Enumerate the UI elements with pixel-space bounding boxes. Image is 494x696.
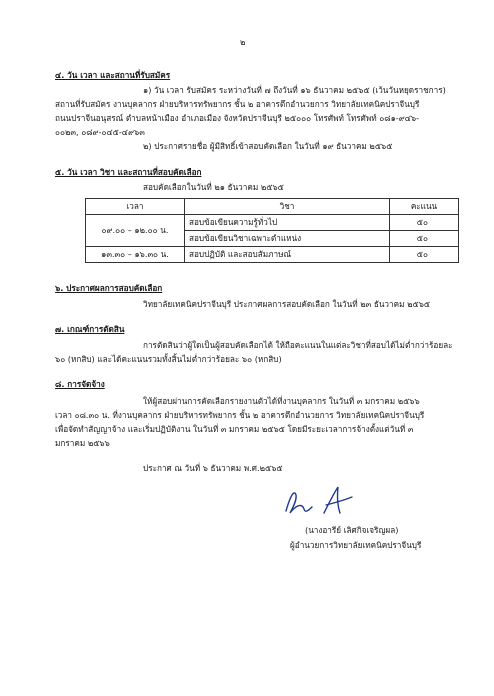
section-7-title xyxy=(55,323,124,335)
section-6-line-1: วิทยาลัยเทคนิคปราจีนบุรี ประกาศผลการสอบคัดเลือก ในวันที่ ๒๓ ธันวาคม ๒๕๖๕ xyxy=(143,299,431,309)
header-subject: วิชา xyxy=(185,199,390,215)
section-8-line-2: เวลา ๐๘.๓๐ น. ที่งานบุคลากร ฝ่ายบริหารทรัพยากร ชั้น ๒ อาคารตึกอำนวยการ วิทยาลัยเทคนิคปราจีนบุรี xyxy=(55,410,425,420)
section-6-title-text: ๖. ประกาศผลการสอบคัดเลือก xyxy=(55,283,163,293)
row-subject: สอบข้อเขียนวิชาเฉพาะตำแหน่ง xyxy=(185,231,390,247)
section-8-title xyxy=(55,378,105,390)
table-header-row xyxy=(86,199,459,215)
section-5-title-text: ๕. วัน เวลา วิชา และสถานที่สอบคัดเลือก xyxy=(55,167,202,177)
section-7-title-text: ๗. เกณฑ์การตัดสิน xyxy=(55,324,125,334)
table-row xyxy=(86,215,459,231)
section-4-item-2: ๒) ประกาศรายชื่อ ผู้มีสิทธิ์เข้าสอบคัดเลือก ในวันที่ ๑๙ ธันวาคม ๒๕๖๕ xyxy=(143,141,393,151)
section-4-title-text: ๔. วัน เวลา และสถานที่รับสมัคร xyxy=(55,70,171,80)
section-4-line-2: สถานที่รับสมัคร งานบุคลากร ฝ่ายบริหารทรัพยากร ชั้น ๒ อาคารตึกอำนวยการ วิทยาลัยเทคนิคปราจีนบุรี xyxy=(55,99,420,109)
row-score: ๕๐ xyxy=(390,231,459,247)
row-time: ๐๙.๐๐ – ๑๒.๐๐ น. xyxy=(86,215,185,247)
row-subject: สอบปฏิบัติ และสอบสัมภาษณ์ xyxy=(185,247,390,263)
section-7-line-1: การตัดสินว่าผู้ใดเป็นผู้สอบคัดเลือกได้ ให้ถือคะแนนในแต่ละวิชาที่สอบได้ไม่ต่ำกว่าร้อยละ xyxy=(143,340,453,350)
section-8-line-3: เพื่อจัดทำสัญญาจ้าง และเริ่มปฏิบัติงาน ในวันที่ ๓ มกราคม ๒๕๖๕ โดยมีระยะเวลาการจ้างตั้งแต่วันที่ ๓ xyxy=(55,424,414,434)
handwritten-signature xyxy=(280,483,360,523)
section-4-line-3: ถนนปราจีนอนุสรณ์ ตำบลหน้าเมือง อำเภอเมือง จังหวัดปราจีนบุรี ๒๕๐๐๐ โทรศัพท์ โทรศัพท์ ๐๘๑-๙๔๖- xyxy=(55,113,420,123)
row-time: ๑๓.๓๐ – ๑๖.๓๐ น. xyxy=(86,247,185,263)
row-score: ๕๐ xyxy=(390,215,459,231)
section-7-line-2: ๖๐ (หกสิบ) และได้คะแนนรวมทั้งสิ้นไม่ต่ำกว่าร้อยละ ๖๐ (หกสิบ) xyxy=(55,354,282,364)
section-4-title xyxy=(55,69,170,81)
section-5-title xyxy=(55,166,202,178)
header-time: เวลา xyxy=(86,199,185,215)
signer-title: ผู้อำนวยการวิทยาลัยเทคนิคปราจีนบุรี xyxy=(290,540,422,550)
section-8-line-1: ให้ผู้สอบผ่านการคัดเลือกรายงานตัวได้ที่งานบุคลากร ในวันที่ ๓ มกราคม ๒๕๖๖ xyxy=(143,396,420,406)
row-score: ๕๐ xyxy=(390,247,459,263)
header-score: คะแนน xyxy=(390,199,459,215)
page-number: ๒ xyxy=(240,37,246,47)
row-subject: สอบข้อเขียนความรู้ทั่วไป xyxy=(185,215,390,231)
announcement-date: ประกาศ ณ วันที่ ๖ ธันวาคม พ.ศ.๒๕๖๕ xyxy=(143,463,283,473)
exam-schedule-table xyxy=(85,198,459,263)
table-row xyxy=(86,247,459,263)
section-8-title-text: ๘. การจัดจ้าง xyxy=(55,379,105,389)
signer-name: (นางอารีย์ เลิศกิจเจริญผล) xyxy=(305,525,399,535)
section-4-item-1: ๑) วัน เวลา รับสมัคร ระหว่างวันที่ ๗ ถึงวันที่ ๑๖ ธันวาคม ๒๕๖๕ (เว้นวันหยุดราชการ) xyxy=(143,85,446,95)
section-6-title xyxy=(55,282,162,294)
section-8-line-4: มกราคม ๒๕๖๖ xyxy=(55,438,110,448)
section-4-line-4: ๐๐๒๓, ๐๘๙-๐๔๕-๔๙๖๓ xyxy=(55,127,145,137)
section-5-subtitle: สอบคัดเลือกในวันที่ ๒๑ ธันวาคม ๒๕๖๕ xyxy=(143,182,284,192)
